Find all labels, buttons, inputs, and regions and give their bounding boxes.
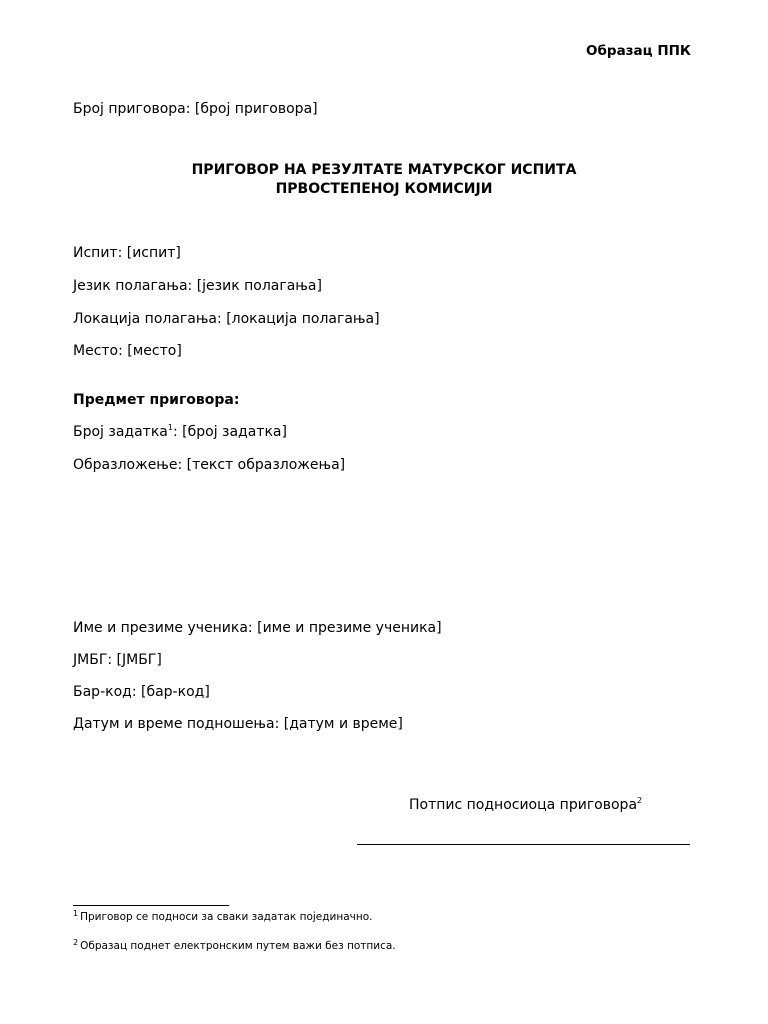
explanation-row — [73, 458, 345, 472]
exam-value: [испит] — [126, 245, 181, 261]
footnote-ref-1: 1 — [167, 423, 173, 432]
submission-datetime-value: [датум и време] — [283, 716, 403, 732]
student-name-value: [име и презиме ученика] — [257, 620, 442, 636]
signature-label: Потпис подносиоца приговора — [409, 797, 638, 813]
task-number-row — [73, 425, 287, 439]
signature-line — [357, 844, 690, 845]
barcode-label: Бар-код: — [73, 684, 137, 700]
footnote-2 — [73, 938, 396, 952]
form-code: Образац ППК — [586, 43, 691, 59]
task-number-label: Број задатка — [73, 424, 168, 440]
explanation-label: Образложење: — [73, 457, 183, 473]
complaint-number-label: Број приговора: — [73, 101, 191, 117]
task-number-value: [број задатка] — [182, 424, 287, 440]
subject-heading: Предмет приговора: — [73, 392, 240, 408]
document-title-line-2: ПРВОСТЕПЕНОЈ КОМИСИЈИ — [275, 181, 493, 197]
student-name-label: Име и презиме ученика: — [73, 620, 253, 636]
footnote-2-text: Образац поднет електронским путем важи без потписа. — [80, 940, 396, 952]
footnote-1-text: Приговор се подноси за сваки задатак појединачно. — [80, 911, 373, 923]
exam-label: Испит: — [73, 245, 123, 261]
footnote-separator — [73, 905, 229, 906]
location-value: [локација полагања] — [226, 311, 380, 327]
submission-datetime-label: Датум и време подношења: — [73, 716, 280, 732]
location-row — [73, 312, 380, 326]
student-name-row — [73, 621, 442, 635]
submission-datetime-row — [73, 717, 403, 731]
document-title-line-1: ПРИГОВОР НА РЕЗУЛТАТЕ МАТУРСКОГ ИСПИТА — [191, 162, 577, 178]
location-label: Локација полагања: — [73, 311, 222, 327]
language-value: [језик полагања] — [196, 278, 322, 294]
place-row — [73, 344, 182, 358]
signature-label-row — [409, 798, 642, 812]
language-label: Језик полагања: — [73, 278, 193, 294]
footnote-ref-2: 2 — [637, 796, 643, 805]
place-label: Место: — [73, 343, 123, 359]
footnote-1-number: 1 — [73, 909, 79, 918]
exam-row — [73, 246, 181, 260]
jmbg-value: [ЈМБГ] — [116, 652, 162, 668]
jmbg-label: ЈМБГ: — [73, 652, 113, 668]
barcode-row — [73, 685, 210, 699]
barcode-value: [бар-код] — [141, 684, 210, 700]
explanation-value: [текст образложења] — [186, 457, 346, 473]
footnote-1 — [73, 909, 373, 923]
task-number-colon: : — [172, 424, 178, 440]
language-row — [73, 279, 322, 293]
jmbg-row — [73, 653, 162, 667]
complaint-number-row — [73, 102, 318, 116]
complaint-number-value: [број приговора] — [194, 101, 318, 117]
footnote-2-number: 2 — [73, 938, 79, 947]
place-value: [место] — [127, 343, 182, 359]
